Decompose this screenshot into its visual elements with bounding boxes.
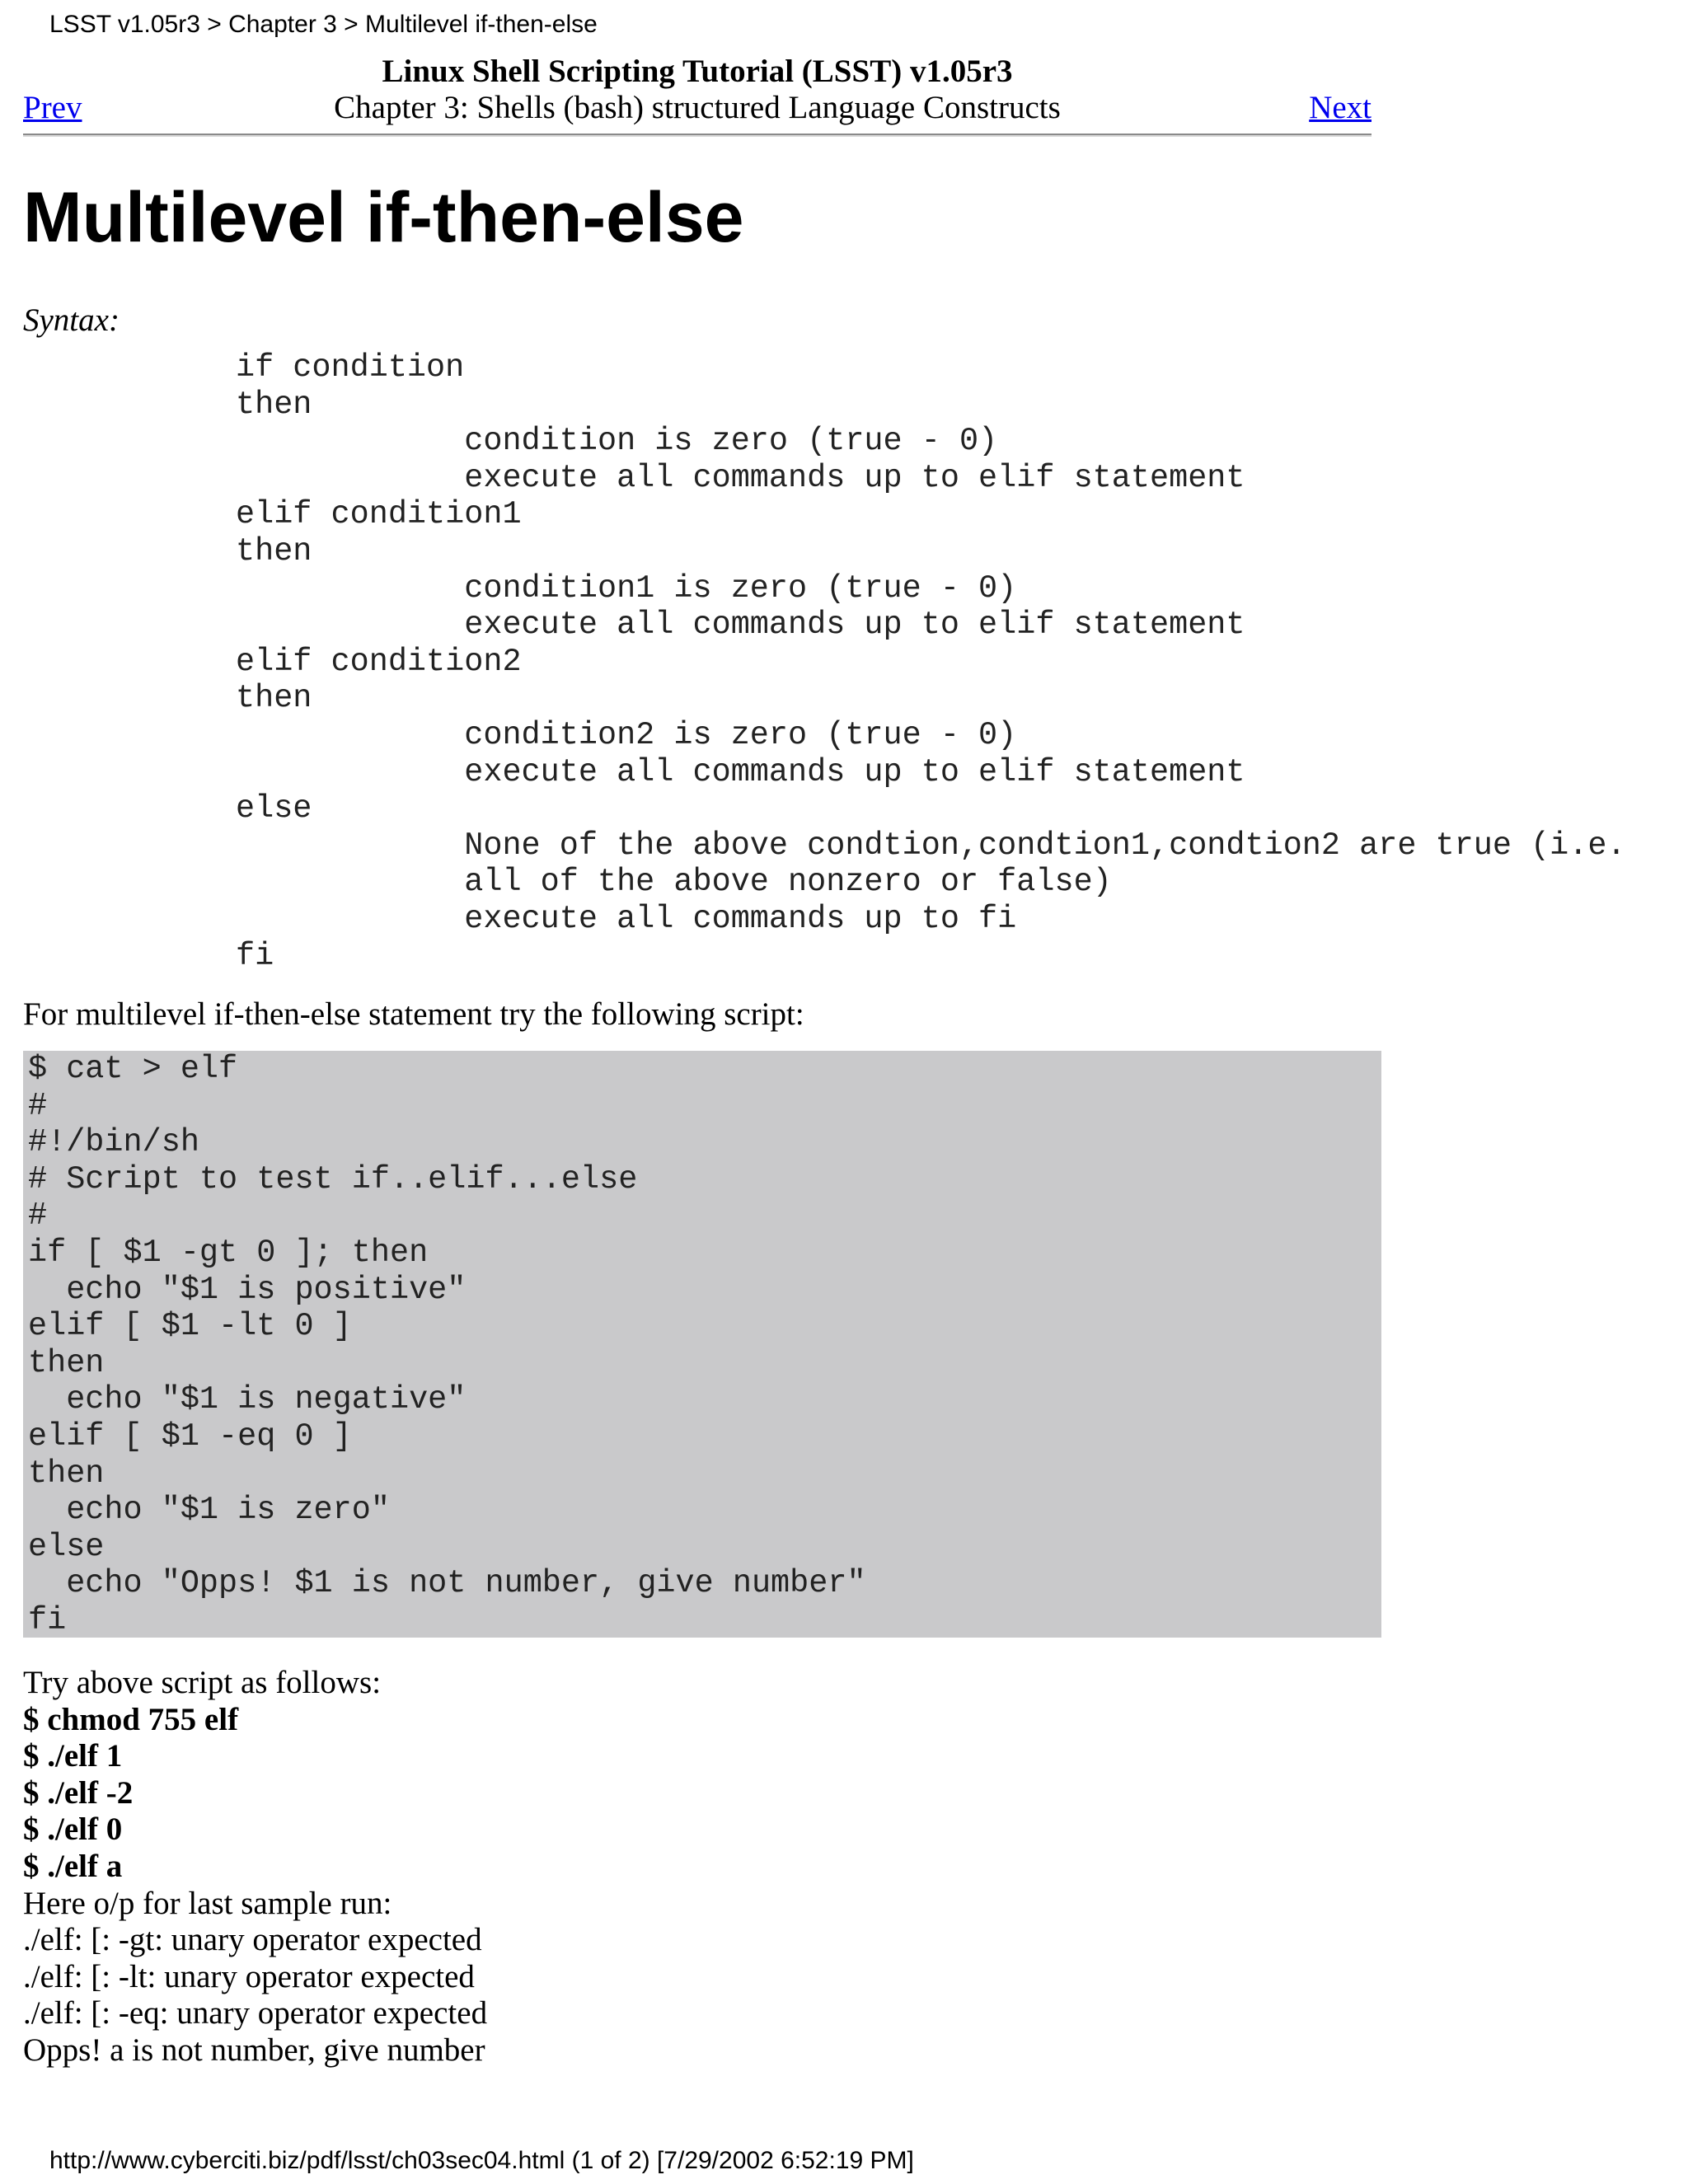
print-header: LSST v1.05r3 > Chapter 3 > Multilevel if-then-else bbox=[49, 11, 598, 38]
syntax-line: elif condition1 bbox=[236, 496, 522, 533]
syntax-line: condition1 is zero (true - 0) bbox=[236, 569, 1017, 607]
script-line: if [ $1 -gt 0 ]; then bbox=[28, 1234, 429, 1271]
script-line: fi bbox=[28, 1601, 67, 1638]
next-link[interactable]: Next bbox=[1309, 90, 1372, 125]
script-line: elif [ $1 -eq 0 ] bbox=[28, 1418, 352, 1455]
syntax-line: execute all commands up to elif statement bbox=[236, 607, 1245, 644]
output-line: ./elf: [: -eq: unary operator expected bbox=[23, 1995, 488, 2032]
output-intro: Here o/p for last sample run: bbox=[23, 1885, 392, 1921]
script-line: # Script to test if..elif...else bbox=[28, 1160, 638, 1197]
syntax-line: else bbox=[236, 790, 312, 827]
command-line: $ chmod 755 elf bbox=[23, 1701, 239, 1737]
chapter-subtitle: Chapter 3: Shells (bash) structured Language Constructs bbox=[334, 90, 1061, 125]
syntax-label: Syntax: bbox=[23, 302, 120, 338]
syntax-line: then bbox=[236, 532, 312, 569]
syntax-line: then bbox=[236, 680, 312, 717]
syntax-line: elif condition2 bbox=[236, 643, 522, 680]
tutorial-title: Linux Shell Scripting Tutorial (LSST) v1.05r3 bbox=[382, 54, 1013, 89]
syntax-line: fi bbox=[236, 937, 274, 974]
command-line: $ ./elf 1 bbox=[23, 1738, 123, 1774]
script-intro-text: For multilevel if-then-else statement try the following script: bbox=[23, 996, 804, 1032]
script-line: then bbox=[28, 1455, 105, 1492]
syntax-line: execute all commands up to elif statement bbox=[236, 459, 1245, 496]
command-line: $ ./elf -2 bbox=[23, 1774, 134, 1811]
script-line: then bbox=[28, 1344, 105, 1381]
script-line: elif [ $1 -lt 0 ] bbox=[28, 1308, 352, 1345]
syntax-line: execute all commands up to elif statement bbox=[236, 753, 1245, 790]
try-intro: Try above script as follows: bbox=[23, 1665, 382, 1700]
print-footer: http://www.cyberciti.biz/pdf/lsst/ch03sec04.html (1 of 2) [7/29/2002 6:52:19 PM] bbox=[49, 2147, 914, 2174]
syntax-line: None of the above condtion,condtion1,condtion2 are true (i.e. bbox=[236, 827, 1626, 864]
command-line: $ ./elf a bbox=[23, 1848, 123, 1884]
syntax-line: execute all commands up to fi bbox=[236, 900, 1017, 937]
syntax-line: then bbox=[236, 386, 312, 423]
script-line: echo "$1 is zero" bbox=[28, 1492, 390, 1529]
chapter-navigation bbox=[23, 53, 1372, 138]
script-line: echo "$1 is negative" bbox=[28, 1381, 467, 1418]
output-line: ./elf: [: -lt: unary operator expected bbox=[23, 1958, 475, 1994]
script-line: # bbox=[28, 1087, 48, 1124]
page-title: Multilevel if-then-else bbox=[23, 178, 744, 257]
output-line: Opps! a is not number, give number bbox=[23, 2032, 485, 2068]
script-code-block bbox=[23, 1051, 1381, 1638]
script-line: $ cat > elf bbox=[28, 1051, 238, 1087]
command-line: $ ./elf 0 bbox=[23, 1811, 123, 1848]
output-line: ./elf: [: -gt: unary operator expected bbox=[23, 1922, 482, 1958]
script-line: echo "Opps! $1 is not number, give number" bbox=[28, 1565, 866, 1602]
syntax-line: condition is zero (true - 0) bbox=[236, 423, 998, 460]
script-line: #!/bin/sh bbox=[28, 1124, 199, 1161]
prev-link[interactable]: Prev bbox=[23, 90, 82, 125]
script-line: # bbox=[28, 1197, 48, 1235]
syntax-line: condition2 is zero (true - 0) bbox=[236, 716, 1017, 753]
header-divider bbox=[23, 134, 1372, 137]
script-line: echo "$1 is positive" bbox=[28, 1271, 467, 1308]
syntax-line: all of the above nonzero or false) bbox=[236, 864, 1112, 901]
try-section bbox=[23, 1665, 487, 2069]
syntax-line: if condition bbox=[236, 349, 465, 386]
script-line: else bbox=[28, 1528, 105, 1565]
syntax-code-block bbox=[236, 349, 1626, 974]
